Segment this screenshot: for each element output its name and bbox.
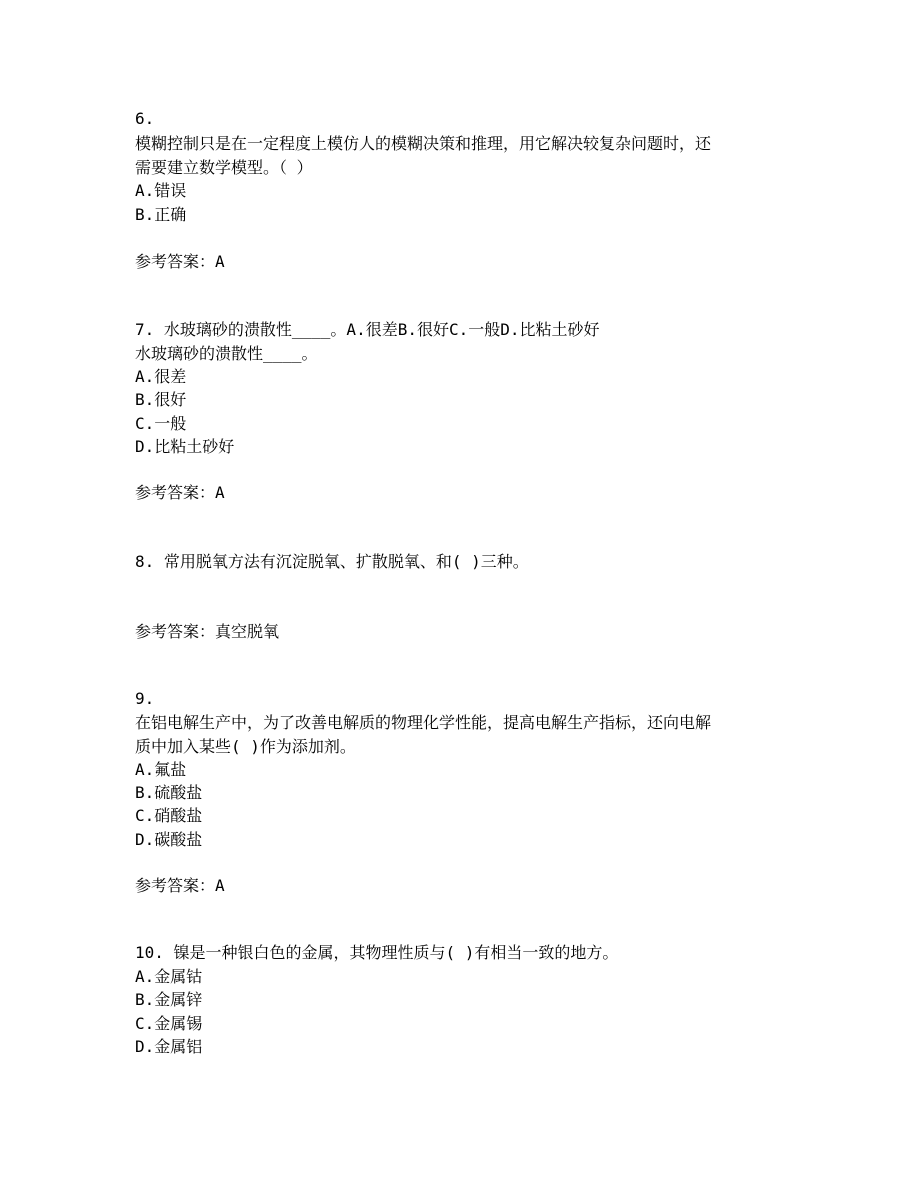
question-6-stem-line-1: 模糊控制只是在一定程度上模仿人的模糊决策和推理，用它解决较复杂问题时，还 xyxy=(135,134,712,153)
question-8-title: 8. 常用脱氧方法有沉淀脱氧、扩散脱氧、和( )三种。 xyxy=(135,552,529,571)
question-9-stem-line-2: 质中加入某些( )作为添加剂。 xyxy=(135,737,356,756)
question-7-option-a: A.很差 xyxy=(135,367,187,386)
question-6-answer: 参考答案：A xyxy=(135,252,225,271)
question-10-option-d: D.金属铝 xyxy=(135,1037,203,1056)
question-7-option-d: D.比粘土砂好 xyxy=(135,437,235,456)
question-10-option-c: C.金属锡 xyxy=(135,1014,203,1033)
question-9-number: 9. xyxy=(135,689,155,708)
question-9-option-c: C.硝酸盐 xyxy=(135,806,203,825)
question-6-option-b: B.正确 xyxy=(135,205,187,224)
question-7-answer: 参考答案：A xyxy=(135,483,225,502)
question-6-number: 6. xyxy=(135,109,155,128)
question-10-option-a: A.金属钴 xyxy=(135,967,203,986)
question-7-option-c: C.一般 xyxy=(135,414,187,433)
question-9-option-b: B.硫酸盐 xyxy=(135,783,203,802)
question-10-title: 10. 镍是一种银白色的金属，其物理性质与( )有相当一致的地方。 xyxy=(135,943,619,962)
question-10-option-b: B.金属锌 xyxy=(135,990,203,1009)
question-9-option-a: A.氟盐 xyxy=(135,760,187,779)
question-9-answer: 参考答案：A xyxy=(135,876,225,895)
question-7-title: 7. 水玻璃砂的溃散性____。A.很差B.很好C.一般D.比粘土砂好 xyxy=(135,320,600,339)
question-9-stem-line-1: 在铝电解生产中，为了改善电解质的物理化学性能，提高电解生产指标，还向电解 xyxy=(135,713,712,732)
question-7-option-b: B.很好 xyxy=(135,390,187,409)
question-6-stem-line-2: 需要建立数学模型。（ ） xyxy=(135,158,313,177)
question-9-option-d: D.碳酸盐 xyxy=(135,830,203,849)
question-8-answer: 参考答案：真空脱氧 xyxy=(135,622,280,641)
question-7-stem: 水玻璃砂的溃散性____。 xyxy=(135,344,318,363)
question-6-option-a: A.错误 xyxy=(135,181,187,200)
